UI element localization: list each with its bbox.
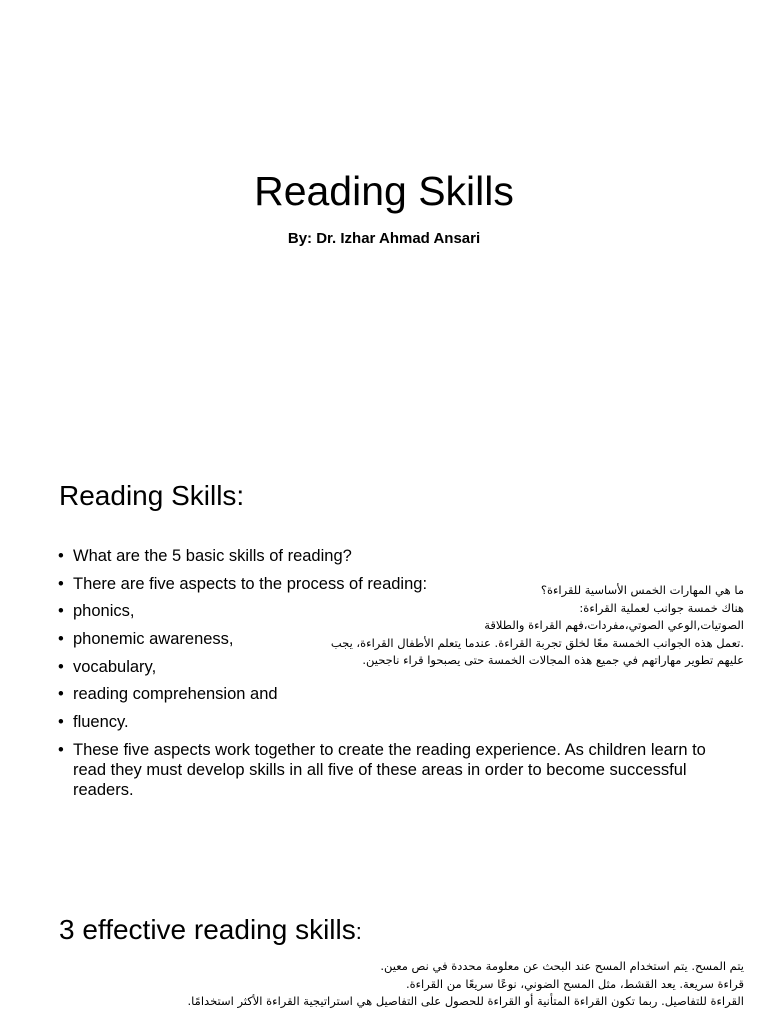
arabic-translation-block (44, 958, 744, 1011)
list-item-text: What are the 5 basic skills of reading? (73, 547, 352, 565)
bullet-icon: • (58, 630, 64, 649)
slide-heading (59, 912, 362, 950)
arabic-line: القراءة للتفاصيل. ربما تكون القراءة المتأنية أو القراءة للحصول على التفاصيل هي استراتيجية القراءة الأكثر استخدامًا. (187, 994, 744, 1008)
slide-heading-text: 3 effective reading skills (59, 914, 356, 945)
list-item-text: phonics, (73, 602, 135, 621)
bullet-icon: • (58, 602, 64, 621)
arabic-line: هناك خمسة جوانب لعملية القراءة: (579, 600, 744, 615)
list-item-text: vocabulary, (73, 657, 157, 676)
page-title: Reading Skills (254, 168, 514, 214)
author-byline: By: Dr. Izhar Ahmad Ansari (287, 230, 481, 247)
arabic-line: يتم المسح. يتم استخدام المسح عند البحث عن معلومة محددة في نص معين. (380, 959, 744, 973)
title-slide (0, 0, 768, 440)
arabic-line: الصوتيات,الوعي الصوتي،مفردات،فهم القراءة والطلاقة (484, 618, 744, 632)
list-item-text: fluency. (73, 713, 129, 732)
bullet-icon: • (58, 547, 64, 565)
list-item-text: reading comprehension and (73, 685, 278, 704)
bullet-icon: • (58, 574, 64, 593)
bullet-icon: • (58, 740, 64, 759)
list-item (58, 740, 723, 800)
list-item-text: These five aspects work together to create the reading experience. As children learn to read they must develop skills in all five of these areas in order to become successful readers. (73, 740, 706, 799)
bullet-icon: • (58, 713, 64, 732)
arabic-line: ما هي المهارات الخمس الأساسية للقراءة؟ (540, 583, 744, 597)
list-item (58, 712, 498, 732)
arabic-translation-block (274, 582, 744, 670)
reading-skills-slide (0, 440, 768, 890)
heading-colon: : (355, 919, 362, 944)
slide-heading: Reading Skills: (59, 480, 245, 511)
list-item-text: phonemic awareness, (73, 630, 234, 649)
list-item (58, 546, 498, 566)
list-item-text: There are five aspects to the process of reading: (73, 574, 428, 593)
list-item (58, 684, 498, 704)
bullet-icon: • (58, 657, 64, 676)
effective-skills-slide (0, 890, 768, 1024)
arabic-line: عليهم تطوير مهاراتهم في جميع هذه المجالات الخمسة حتى يصبحوا قراء ناجحين. (362, 653, 744, 667)
arabic-line: قراءة سريعة. يعد القشط، مثل المسح الضوني، نوعًا سريعًا من القراءة. (405, 976, 744, 991)
bullet-icon: • (58, 685, 64, 704)
arabic-line: .تعمل هذه الجوانب الخمسة معًا لخلق تجربة القراءة. عندما يتعلم الأطفال القراءة، يجب (330, 635, 744, 650)
